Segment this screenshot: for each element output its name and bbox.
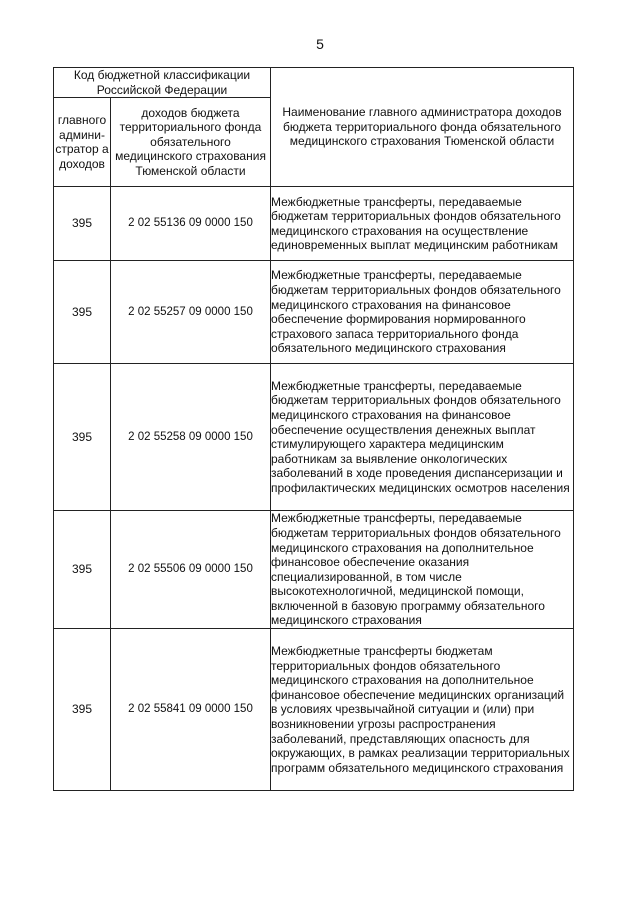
income-code-cell: 2 02 55506 09 0000 150 <box>111 511 271 629</box>
table-row <box>54 629 574 791</box>
table-row <box>54 364 574 511</box>
income-name-cell: Межбюджетные трансферты, передаваемые бюджетам территориальных фондов обязательного медицинского страхования на дополнительное финансовое обеспечение оказания специализированной, в том числе высокотехнологичной, медицинской помощи, включенной в базовую программу обязательного медицинского страхования <box>271 511 574 629</box>
table-header <box>54 68 574 187</box>
income-code-cell: 2 02 55136 09 0000 150 <box>111 187 271 261</box>
income-name-cell: Межбюджетные трансферты, передаваемые бюджетам территориальных фондов обязательного медицинского страхования на осуществление единовременных выплат медицинским работникам <box>271 187 574 261</box>
header-fund-income: доходов бюджета территориального фонда обязательного медицинского страхования Тюменской области <box>111 98 271 187</box>
budget-classification-table <box>53 67 574 791</box>
header-main-administrator: главного админи-стратор а доходов <box>54 98 111 187</box>
admin-code-cell: 395 <box>54 629 111 791</box>
income-code-cell: 2 02 55258 09 0000 150 <box>111 364 271 511</box>
table-row <box>54 261 574 364</box>
income-code-cell: 2 02 55841 09 0000 150 <box>111 629 271 791</box>
table-body <box>54 187 574 791</box>
admin-code-cell: 395 <box>54 511 111 629</box>
admin-code-cell: 395 <box>54 364 111 511</box>
table-row <box>54 511 574 629</box>
income-code-cell: 2 02 55257 09 0000 150 <box>111 261 271 364</box>
income-name-cell: Межбюджетные трансферты, передаваемые бюджетам территориальных фондов обязательного медицинского страхования на финансовое обеспечение осуществления денежных выплат стимулирующего характера медицинским работникам за выявление онкологических заболеваний в ходе проведения диспансеризации и профилактических медицинских осмотров населения <box>271 364 574 511</box>
income-name-cell: Межбюджетные трансферты, передаваемые бюджетам территориальных фондов обязательного медицинского страхования на финансовое обеспечение формирования нормированного страхового запаса территориального фонда обязательного медицинского страхования <box>271 261 574 364</box>
header-administrator-name: Наименование главного администратора доходов бюджета территориального фонда обязательного медицинского страхования Тюменской области <box>271 68 574 187</box>
table-row <box>54 187 574 261</box>
admin-code-cell: 395 <box>54 187 111 261</box>
page-number: 5 <box>316 36 324 52</box>
header-budget-classification-code: Код бюджетной классификации Российской Федерации <box>54 68 271 98</box>
income-name-cell: Межбюджетные трансферты бюджетам территориальных фондов обязательного медицинского страхования на дополнительное финансовое обеспечение медицинских организаций в условиях чрезвычайной ситуации и (или) при возникновении угрозы распространения заболеваний, представляющих опасность для окружающих, в рамках реализации территориальных программ обязательного медицинского страхования <box>271 629 574 791</box>
admin-code-cell: 395 <box>54 261 111 364</box>
